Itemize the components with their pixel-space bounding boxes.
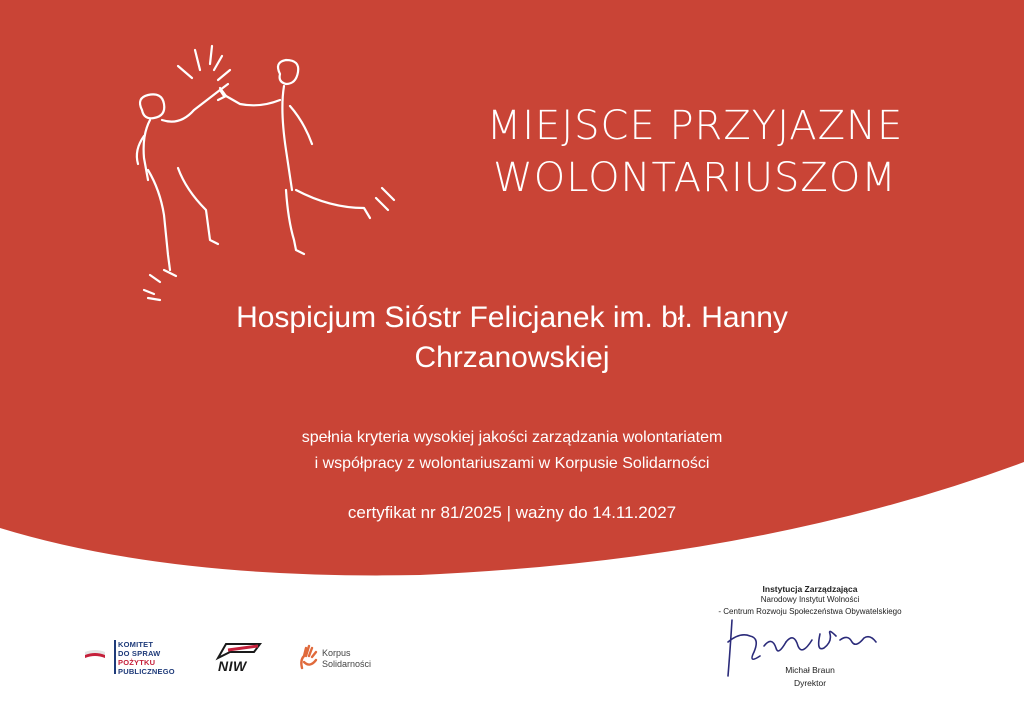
niw-text: NIW xyxy=(218,658,247,674)
komitet-text xyxy=(118,640,175,676)
title-line-2: WOLONTARIUSZOM xyxy=(493,155,897,201)
organization-name xyxy=(150,298,874,378)
title-line-1: MIEJSCE PRZYJAZNE xyxy=(486,103,904,149)
komitet-divider xyxy=(114,640,116,674)
polish-flag-icon xyxy=(84,648,106,662)
korpus-logo xyxy=(298,636,398,680)
signatory-heading: Instytucja Zarządzająca xyxy=(762,584,858,594)
certificate-description xyxy=(200,425,824,477)
korpus-line-2: Solidarności xyxy=(322,659,372,669)
signatory-name-block xyxy=(690,664,930,690)
organization-line-2: Chrzanowskiej xyxy=(414,341,610,374)
komitet-line-4: PUBLICZNEGO xyxy=(118,667,175,676)
komitet-line-3: POŻYTKU xyxy=(118,658,156,667)
high-five-people-icon xyxy=(120,40,420,310)
korpus-text xyxy=(322,648,371,670)
institution-line-2: - Centrum Rozwoju Społeczeństwa Obywatelskiego xyxy=(718,607,902,616)
signatory-name: Michał Braun xyxy=(785,665,835,675)
signatory-role: Dyrektor xyxy=(793,678,827,688)
hand-icon xyxy=(298,642,320,672)
niw-logo xyxy=(214,636,264,680)
certificate-number: certyfikat nr 81/2025 | ważny do 14.11.2027 xyxy=(347,503,677,522)
komitet-line-1: KOMITET xyxy=(118,640,154,649)
komitet-line-2: DO SPRAW xyxy=(118,649,161,658)
komitet-logo xyxy=(84,636,194,680)
organization-line-1: Hospicjum Sióstr Felicjanek im. bł. Hanny xyxy=(236,301,788,334)
description-line-1: spełnia kryteria wysokiej jakości zarządzania wolontariatem xyxy=(301,429,723,446)
institution-line-1: Narodowy Instytut Wolności xyxy=(760,595,860,604)
korpus-line-1: Korpus xyxy=(322,648,351,658)
description-line-2: i współpracy z wolontariuszami w Korpusie Solidarności xyxy=(314,455,710,472)
certificate-title xyxy=(460,100,930,204)
